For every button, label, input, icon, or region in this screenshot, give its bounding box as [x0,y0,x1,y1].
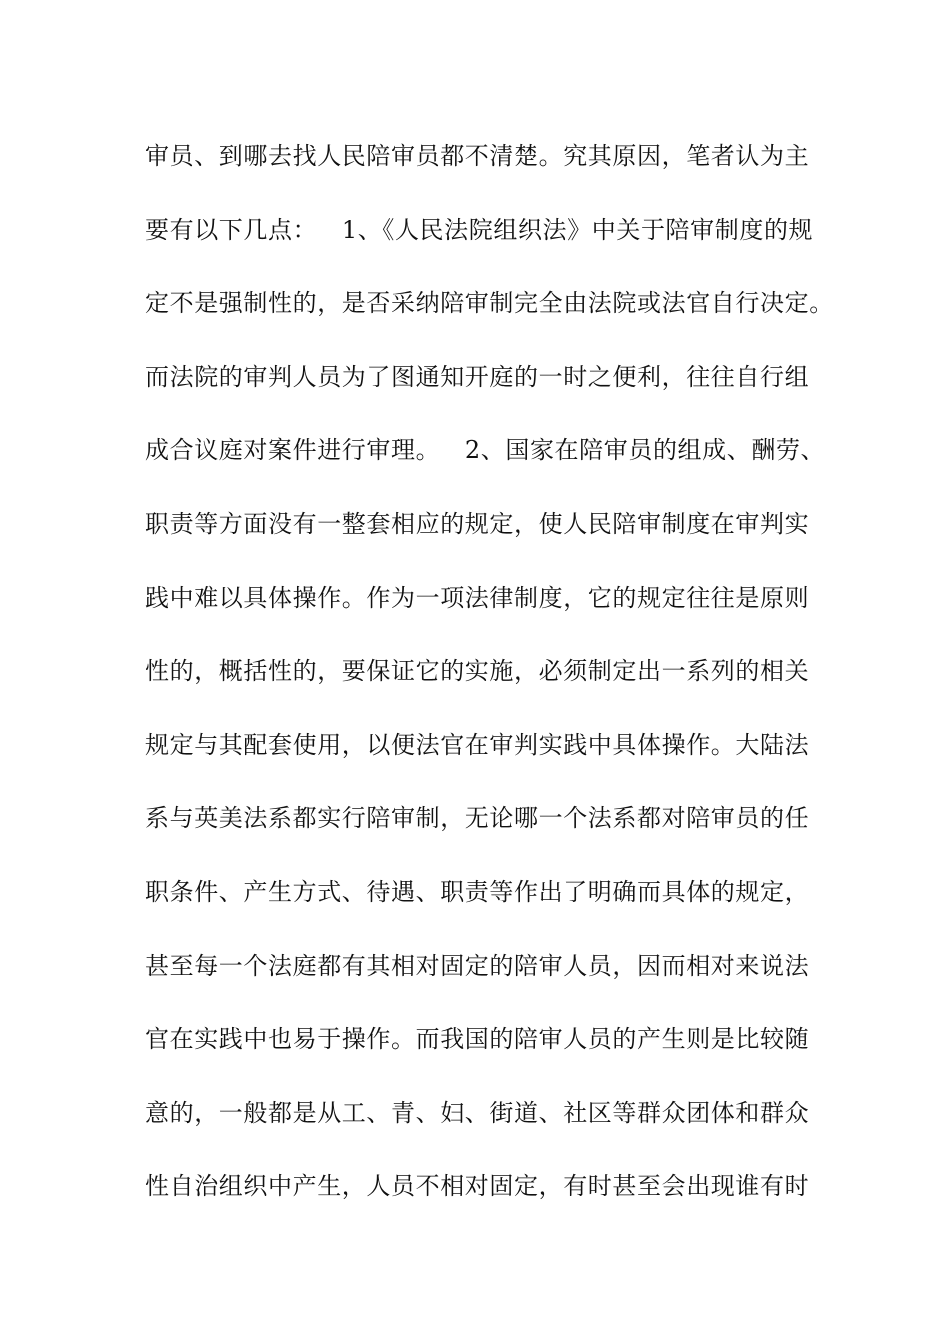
text-line: 而法院的审判人员为了图通知开庭的一时之便利，往往自行组 [145,362,810,391]
text-line: 践中难以具体操作。作为一项法律制度，它的规定往往是原则 [145,583,810,612]
text-line: 性的，概括性的，要保证它的实施，必须制定出一系列的相关 [145,657,810,686]
text-line: 职条件、产生方式、待遇、职责等作出了明确而具体的规定， [145,877,810,906]
text-line: 意的，一般都是从工、青、妇、街道、社区等群众团体和群众 [145,1098,810,1127]
text-line: 甚至每一个法庭都有其相对固定的陪审人员，因而相对来说法 [145,951,810,980]
text-line: 官在实践中也易于操作。而我国的陪审人员的产生则是比较随 [145,1025,810,1054]
text-line: 审员、到哪去找人民陪审员都不清楚。究其原因，笔者认为主 [145,142,810,170]
text-line: 系与英美法系都实行陪审制，无论哪一个法系都对陪审员的任 [145,804,810,833]
text-line: 定不是强制性的，是否采纳陪审制完全由法院或法官自行决定。 [145,289,834,318]
text-line: 要有以下几点： 1、《人民法院组织法》中关于陪审制度的规 [145,215,814,244]
text-line: 成合议庭对案件进行审理。 2、国家在陪审员的组成、酬劳、 [145,436,826,465]
text-line: 职责等方面没有一整套相应的规定，使人民陪审制度在审判实 [145,509,810,538]
text-line: 规定与其配套使用，以便法官在审判实践中具体操作。大陆法 [145,730,810,759]
body-text [145,132,835,1236]
text-line: 性自治组织中产生，人员不相对固定，有时甚至会出现谁有时 [145,1172,810,1201]
